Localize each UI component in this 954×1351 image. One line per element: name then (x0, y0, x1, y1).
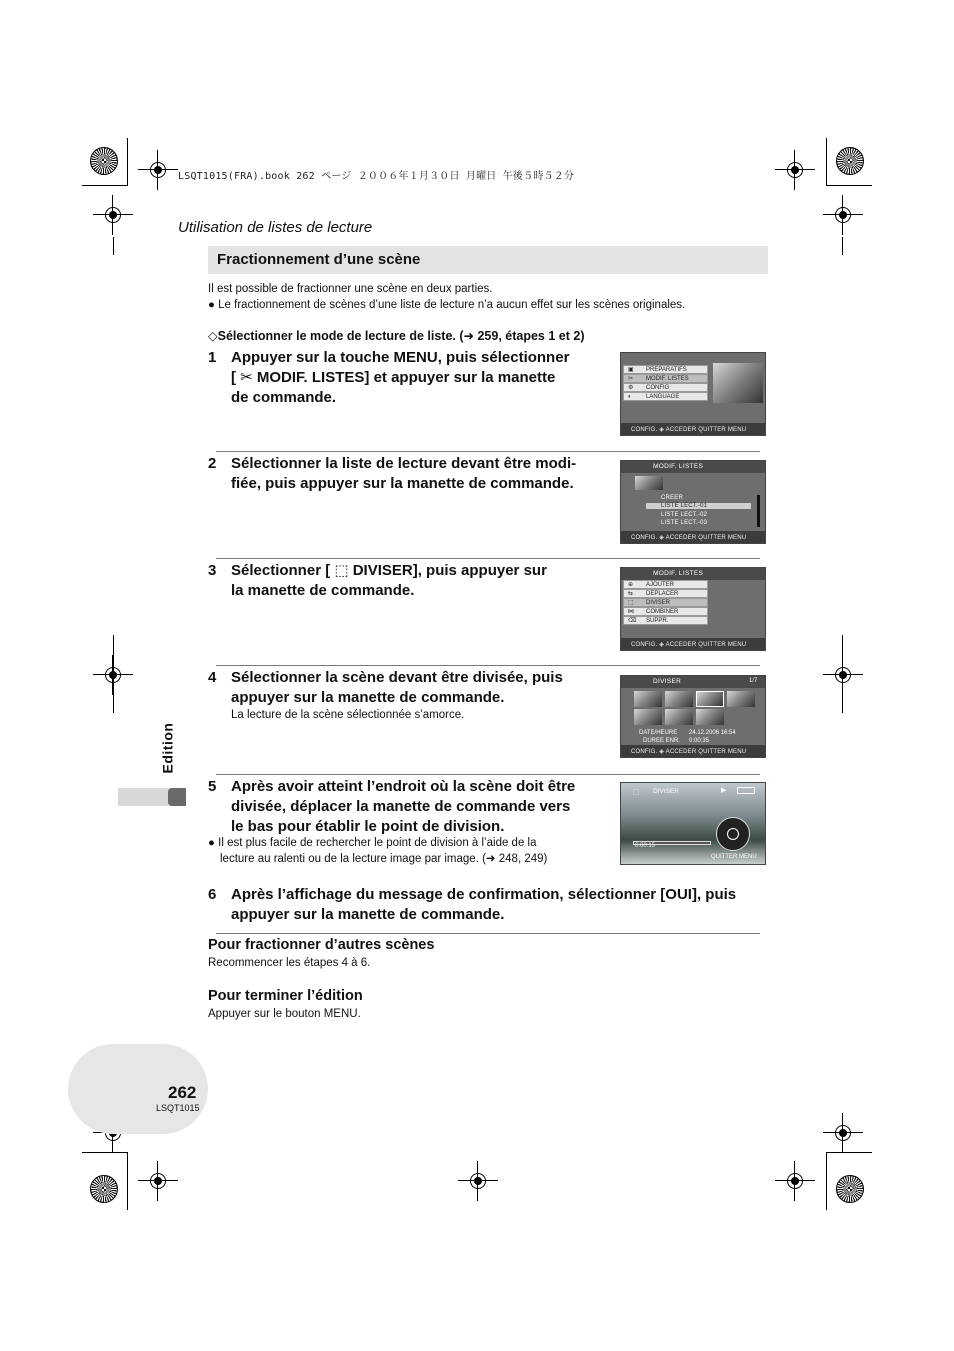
divider (216, 665, 760, 666)
menu-item-label: CONFIG (646, 385, 670, 391)
menu-item-label: LANGUAGE (646, 394, 680, 400)
step-line: le bas pour établir le point de division. (231, 818, 505, 835)
language-icon: ◐ (628, 394, 632, 400)
step-text (231, 885, 736, 925)
subheading-text: Appuyer sur le bouton MENU. (208, 1008, 361, 1020)
screen-title: MODIF. LISTES (653, 463, 704, 470)
crop-line (127, 138, 128, 186)
screen-footer-text: CONFIG. ◈ ACCEDER QUITTER MENU (631, 642, 747, 648)
step-line: Après l’affichage du message de confirmation, sélectionner [OUI], puis (231, 886, 737, 903)
menu-item (623, 365, 708, 374)
menu-item-label: PREPARATIFS (646, 367, 687, 373)
step-line: divisée, déplacer la manette de commande vers (231, 798, 571, 815)
intro-bullet: ● Le fractionnement de scènes d’une liste de lecture n’a aucun effet sur les scènes originales. (208, 299, 686, 311)
combine-icon: ⋈ (628, 609, 634, 615)
trash-icon: ⌫ (628, 618, 637, 624)
screen-title: DIVISER (653, 788, 680, 795)
registration-mark (138, 1161, 178, 1201)
crop-line (826, 1152, 872, 1153)
preview-photo (635, 476, 663, 490)
print-starburst-mark (836, 147, 864, 175)
divider (216, 558, 760, 559)
menu-item (623, 616, 708, 625)
camera-screen-menu (620, 352, 766, 436)
menu-item (623, 607, 708, 616)
crop-line (842, 635, 843, 713)
registration-mark (458, 1161, 498, 1201)
menu-item-label: COMBINER (646, 609, 679, 615)
subheading-text: Recommencer les étapes 4 à 6. (208, 957, 371, 969)
section-heading-bar (208, 246, 768, 274)
step-number: 6 (208, 886, 217, 903)
section-title: Fractionnement d’une scène (217, 251, 421, 268)
divide-icon: ⬚ (633, 789, 640, 796)
step-line: appuyer sur la manette de commande. (231, 689, 505, 706)
registration-mark (823, 1113, 863, 1153)
scene-thumbnail (665, 709, 693, 725)
scene-thumbnail (696, 691, 724, 707)
step-number: 2 (208, 455, 217, 472)
step-line: de commande. (231, 389, 337, 406)
list-item: LISTE LECT.-02 (661, 512, 708, 518)
step-note-line: ● Il est plus facile de rechercher le point de division à l’aide de la (208, 837, 537, 849)
side-thumb-tab (118, 788, 186, 806)
crop-line (826, 1152, 827, 1210)
divide-icon: ⬚ (628, 600, 634, 606)
divider (216, 774, 760, 775)
screen-header (621, 676, 765, 688)
camera-screen-playback (620, 782, 766, 865)
timecode: 0:00:15 (635, 843, 656, 849)
step-line: Sélectionner la scène devant être divisée, puis (231, 669, 563, 686)
page-number: 262 (168, 1083, 197, 1102)
step-number: 3 (208, 562, 217, 579)
menu-item-label: DEPLACER (646, 591, 679, 597)
step-line: Sélectionner [ ⬚ DIVISER], puis appuyer sur (231, 562, 547, 579)
add-icon: ⊕ (628, 582, 634, 588)
step-text (231, 454, 576, 494)
preview-photo (713, 363, 763, 403)
crop-line (127, 1152, 128, 1210)
camera-screen-edit-menu (620, 567, 766, 651)
side-thumb-tab-marker (168, 788, 186, 806)
print-starburst-mark (90, 1175, 118, 1203)
scene-thumbnail (665, 691, 693, 707)
list-item: LISTE LECT.-03 (661, 520, 708, 526)
screen-title: DIVISER (653, 678, 682, 685)
step-number: 1 (208, 349, 217, 366)
menu-item (623, 383, 708, 392)
scene-thumbnail (634, 691, 662, 707)
list-item: CREER (661, 495, 684, 501)
step-number: 5 (208, 778, 217, 795)
menu-item-label: AJOUTER (646, 582, 675, 588)
page-code: LSQT1015 (156, 1103, 200, 1113)
print-starburst-mark (90, 147, 118, 175)
scrollbar (757, 495, 760, 527)
camera-icon: ▣ (628, 367, 634, 373)
registration-mark (775, 1161, 815, 1201)
scene-thumbnail (634, 709, 662, 725)
page-counter: 1/7 (749, 678, 758, 684)
scene-thumbnail (696, 709, 724, 725)
subheading: Pour terminer l’édition (208, 988, 363, 1004)
step-line: Sélectionner la liste de lecture devant être modi- (231, 455, 577, 472)
step-note (208, 835, 547, 867)
duration-value: 0:00:35 (689, 738, 710, 744)
play-icon: ▶ (721, 787, 727, 794)
battery-icon (737, 787, 755, 794)
running-title: Utilisation de listes de lecture (178, 219, 373, 236)
side-section-label (160, 722, 188, 782)
step-line: [ ✂ MODIF. LISTES] et appuyer sur la manette (231, 369, 556, 386)
menu-item (623, 374, 708, 383)
screen-footer-text: CONFIG. ◈ ACCEDER QUITTER MENU (631, 749, 747, 755)
step-text (231, 561, 547, 601)
step-line: Appuyer sur la touche MENU, puis sélectionner (231, 349, 570, 366)
scene-thumbnail (727, 691, 755, 707)
side-label-text: Edition (159, 722, 176, 774)
step-note: La lecture de la scène sélectionnée s’amorce. (231, 709, 465, 721)
move-icon: ⇆ (628, 591, 634, 597)
registration-mark (138, 150, 178, 190)
menu-item (623, 589, 708, 598)
scissors-icon: ✂ (628, 376, 634, 382)
step-note-line: lecture au ralenti ou de la lecture image par image. (➜ 248, 249) (220, 853, 548, 865)
crop-line (113, 635, 114, 713)
crop-line (842, 237, 843, 255)
subheading: Pour fractionner d’autres scènes (208, 937, 435, 953)
menu-item (623, 580, 708, 589)
step-number: 4 (208, 669, 217, 686)
intro-line: Il est possible de fractionner une scène en deux parties. (208, 283, 493, 295)
step-line: la manette de commande. (231, 582, 415, 599)
registration-mark (93, 195, 133, 235)
list-item-selected: LISTE LECT.-01 (646, 503, 751, 509)
divider (216, 933, 760, 934)
screen-title: MODIF. LISTES (653, 570, 704, 577)
menu-item-label: DIVISER (646, 600, 671, 606)
registration-mark (823, 195, 863, 235)
date-label: DATE/HEURE (639, 730, 678, 736)
registration-mark (775, 150, 815, 190)
print-header: LSQT1015(FRA).book 262 ページ ２００６年１月３０日 月曜日 午後５時５２分 (178, 171, 575, 182)
crop-line (826, 138, 827, 186)
camera-screen-scene-thumbnails (620, 675, 766, 758)
step-text (231, 668, 563, 708)
screen-footer-text: QUITTER MENU (711, 854, 757, 860)
step-line: Après avoir atteint l’endroit où la scène doit être (231, 778, 576, 795)
crop-line (826, 185, 872, 186)
divider (216, 451, 760, 452)
step-line: fiée, puis appuyer sur la manette de commande. (231, 475, 574, 492)
menu-item-label: SUPPR. (646, 618, 669, 624)
menu-item (623, 598, 708, 607)
joystick-center-icon (727, 828, 739, 840)
screen-footer-text: CONFIG. ◈ ACCEDER QUITTER MENU (631, 427, 747, 433)
print-starburst-mark (836, 1175, 864, 1203)
crop-line (113, 237, 114, 255)
intro-text (208, 281, 685, 313)
screen-footer-text: CONFIG. ◈ ACCEDER QUITTER MENU (631, 535, 747, 541)
prerequisite-line: ◇Sélectionner le mode de lecture de liste. (➜ 259, étapes 1 et 2) (208, 329, 585, 343)
date-value: 24.12.2006 16:54 (689, 730, 736, 736)
crop-line (82, 185, 128, 186)
camera-screen-list-select (620, 460, 766, 544)
wrench-icon: ⚙ (628, 385, 634, 391)
registration-mark (823, 655, 863, 695)
crop-line (82, 1152, 128, 1153)
duration-label: DUREE ENR. (643, 738, 681, 744)
step-line: appuyer sur la manette de commande. (231, 906, 505, 923)
step-text (231, 348, 569, 408)
menu-item (623, 392, 708, 401)
menu-item-label: MODIF. LISTES (646, 376, 689, 382)
step-text (231, 777, 575, 837)
